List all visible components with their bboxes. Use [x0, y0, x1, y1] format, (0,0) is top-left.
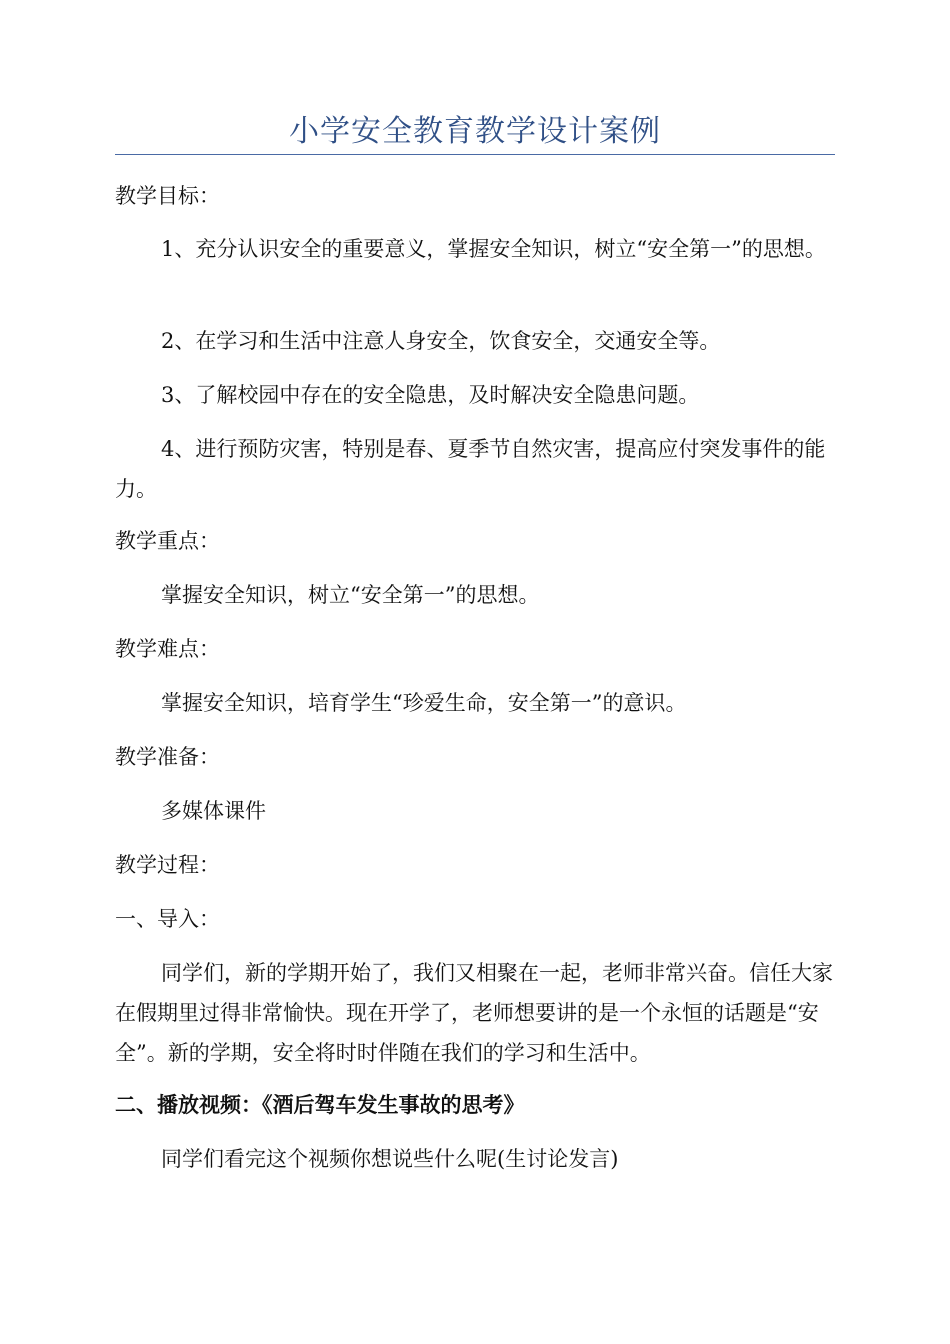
heading-preparation: 教学准备： — [115, 745, 220, 769]
heading-objectives: 教学目标： — [115, 184, 220, 208]
intro-text: 同学们，新的学期开始了，我们又相聚在一起，老师非常兴奋。信任大家在假期里过得非常愉快。现在开学了，老师想要讲的是一个永恒的话题是“安全”。新的学期，安全将时时伴随在我们的学习和生活中。 — [115, 961, 833, 1065]
title-underline — [115, 154, 835, 155]
key-points-text: 掌握安全知识，树立“安全第一”的思想。 — [161, 583, 540, 607]
heading-key-points: 教学重点： — [115, 529, 220, 553]
difficulties-text: 掌握安全知识，培育学生“珍爱生命，安全第一”的意识。 — [161, 691, 687, 715]
heading-process: 教学过程： — [115, 853, 220, 877]
objective-4: 4、进行预防灾害，特别是春、夏季节自然灾害，提高应付突发事件的能力。 — [115, 437, 826, 501]
preparation-text: 多媒体课件 — [161, 799, 266, 823]
objective-1: 1、充分认识安全的重要意义，掌握安全知识，树立“安全第一”的思想。 — [161, 237, 826, 261]
objective-2: 2、在学习和生活中注意人身安全，饮食安全，交通安全等。 — [161, 329, 721, 353]
video-discussion-text: 同学们看完这个视频你想说些什么呢(生讨论发言) — [161, 1147, 619, 1171]
section-video-heading: 二、播放视频：《酒后驾车发生事故的思考》 — [115, 1092, 525, 1117]
section-intro-heading: 一、导入： — [115, 907, 220, 931]
heading-difficulties: 教学难点： — [115, 637, 220, 661]
objective-3: 3、了解校园中存在的安全隐患，及时解决安全隐患问题。 — [161, 383, 700, 407]
document-title: 小学安全教育教学设计案例 — [289, 114, 661, 149]
